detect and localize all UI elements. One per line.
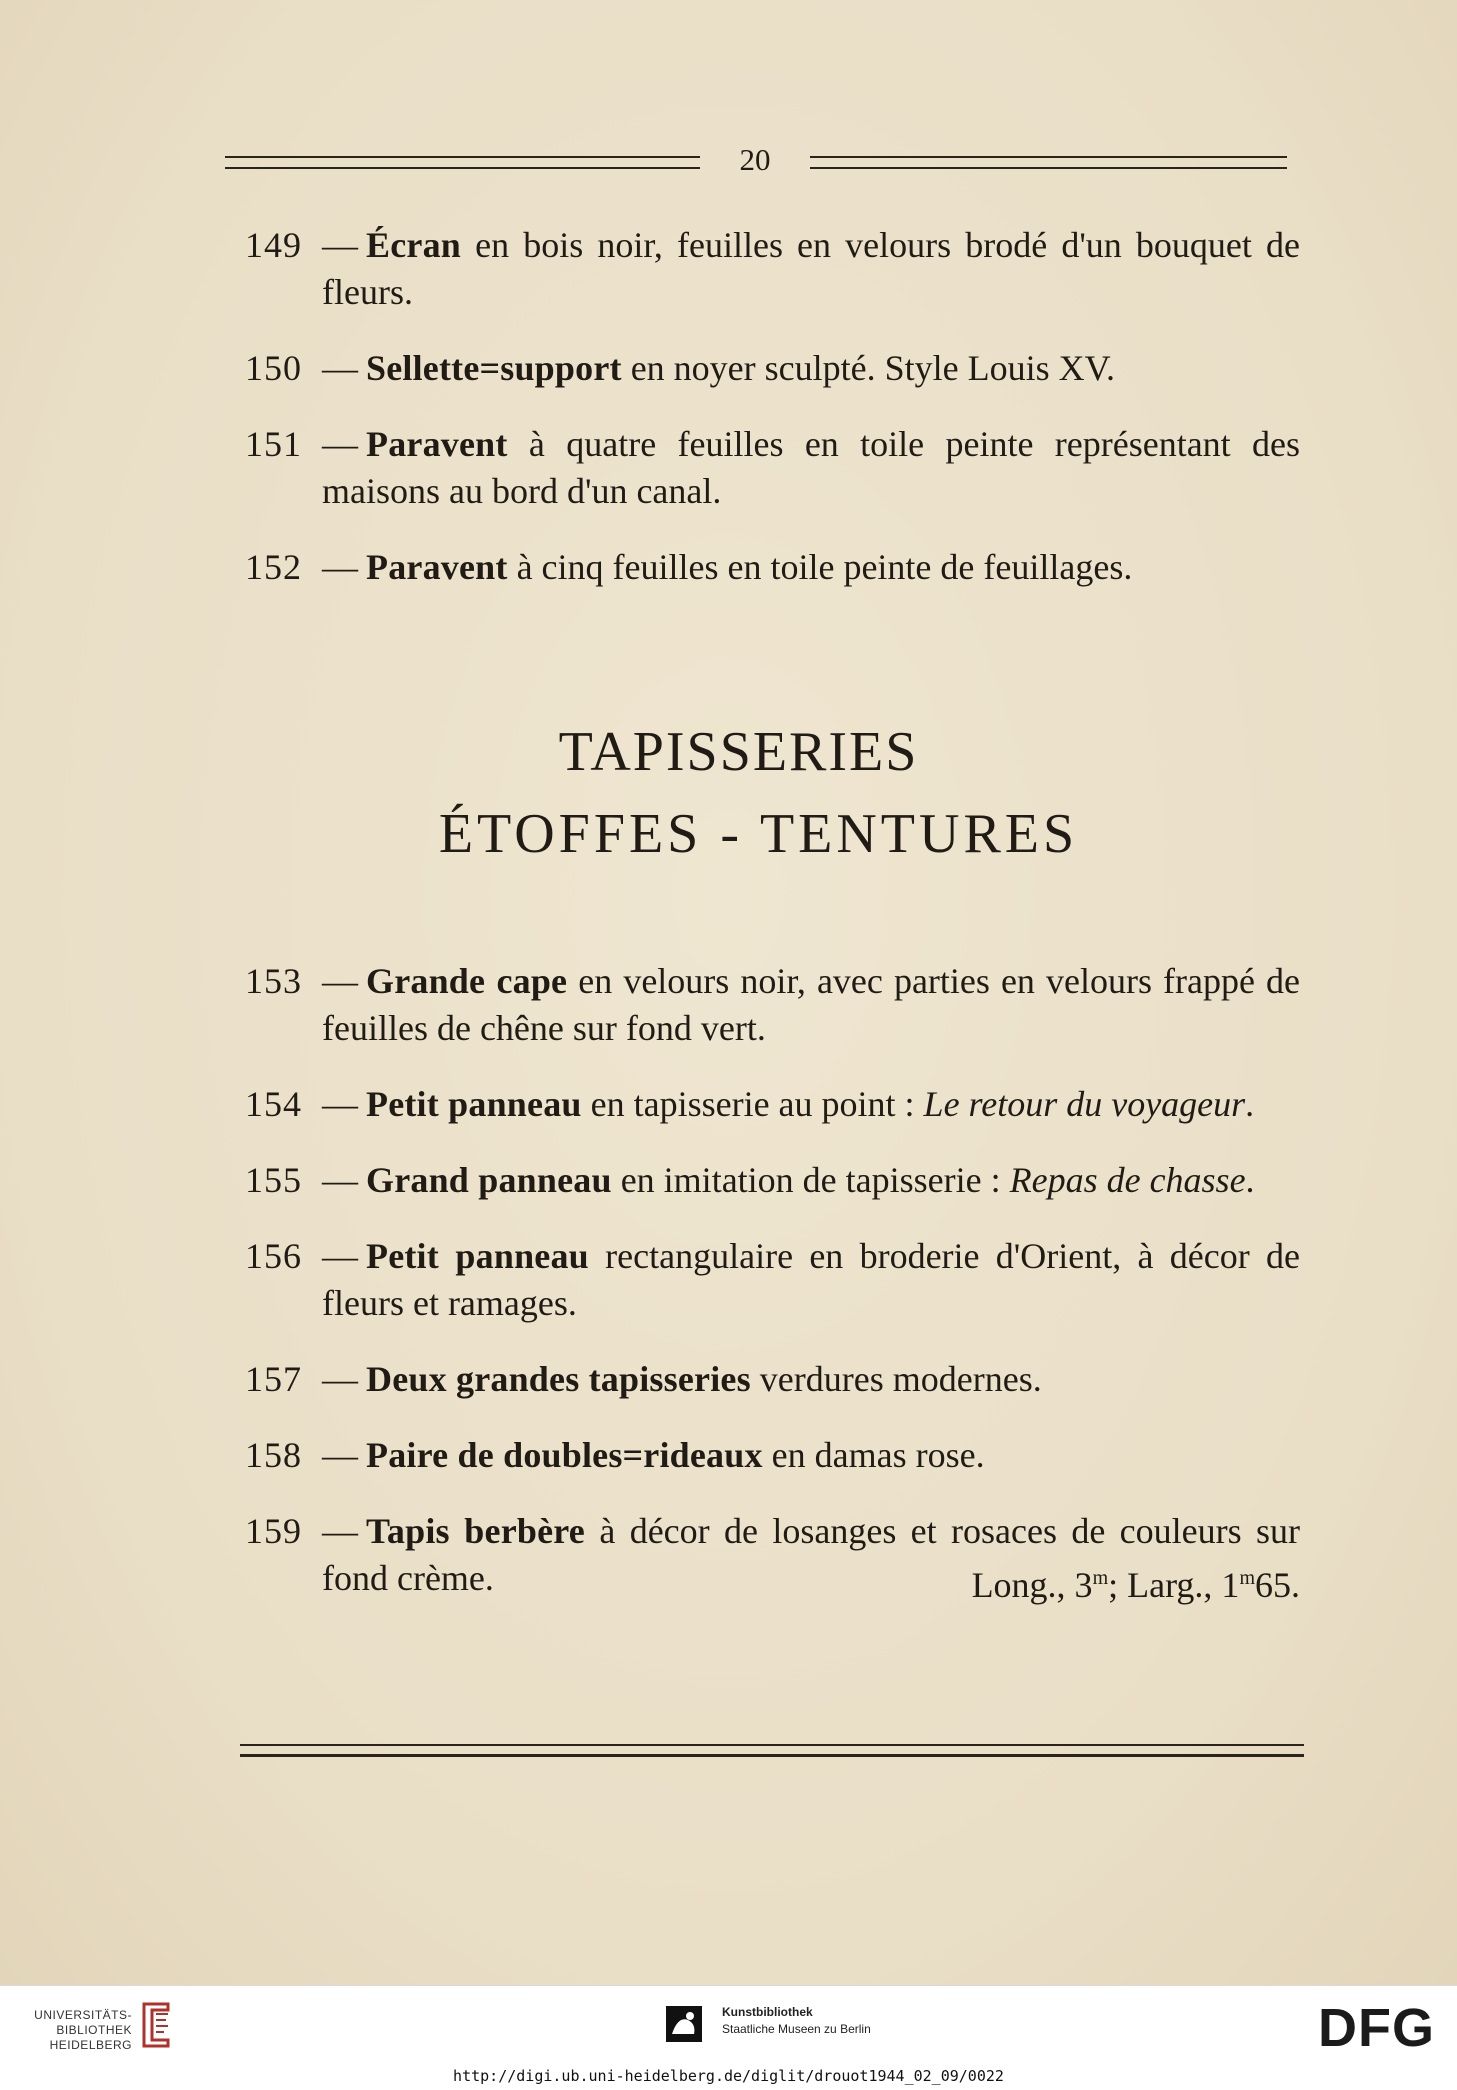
entry-item: Deux grandes tapisseries: [366, 1359, 751, 1399]
entry-description: en tapisserie au point :: [581, 1084, 924, 1124]
catalogue-entry: [245, 1356, 1300, 1403]
dimension-separator: ; Larg., 1: [1108, 1565, 1240, 1605]
university-library-logo-icon: [138, 2000, 174, 2050]
entry-dash: —: [322, 1511, 358, 1551]
entry-title-italic: Le retour du voyageur: [923, 1084, 1246, 1124]
entry-description: à quatre feuilles en toile peinte représentant des maisons au bord d'un canal.: [322, 424, 1300, 511]
entry-description: à décor de losanges et rosaces de couleurs sur fond crème.: [322, 1511, 1300, 1598]
entry-dash: —: [322, 348, 358, 388]
entry-item: Petit panneau: [366, 1084, 582, 1124]
section-heading: [0, 712, 1457, 876]
entry-description: en damas rose.: [762, 1435, 985, 1475]
entry-description: à cinq feuilles en toile peinte de feuillages.: [507, 547, 1133, 587]
kunstbibliothek-name: [722, 2004, 871, 2038]
catalogue-entry: [245, 1432, 1300, 1479]
entry-item: Sellette=support: [366, 348, 622, 388]
dimension-larg: 65.: [1255, 1565, 1300, 1605]
catalogue-entry: [245, 1508, 1300, 1609]
entry-description: rectangulaire en broderie d'Orient, à décor de fleurs et ramages.: [322, 1236, 1300, 1323]
entry-list-furniture: [245, 222, 1300, 620]
dimension-long-unit: m: [1092, 1567, 1109, 1589]
catalogue-entry: [245, 958, 1300, 1052]
entry-dash: —: [322, 1435, 358, 1475]
entry-number: 155: [245, 1160, 302, 1200]
section-heading-line-1: TAPISSERIES: [558, 721, 919, 783]
entry-dash: —: [322, 961, 358, 1001]
catalogue-entry: [245, 1081, 1300, 1128]
entry-description: en imitation de tapisserie :: [611, 1160, 1010, 1200]
university-library-name: [22, 2008, 132, 2053]
entry-item: Petit panneau: [366, 1236, 589, 1276]
entry-number: 150: [245, 348, 302, 388]
kb-name: Kunstbibliothek: [722, 2005, 813, 2019]
entry-number: 149: [245, 225, 302, 265]
catalogue-entry: [245, 1233, 1300, 1327]
entry-description: en noyer sculpté. Style Louis XV.: [621, 348, 1115, 388]
entry-dimensions: [972, 1555, 1300, 1609]
entry-description: en bois noir, feuilles en velours brodé d'un bouquet de fleurs.: [322, 225, 1300, 312]
entry-number: 151: [245, 424, 302, 464]
entry-number: 158: [245, 1435, 302, 1475]
entry-number: 159: [245, 1511, 302, 1551]
entry-dash: —: [322, 424, 358, 464]
entry-number: 157: [245, 1359, 302, 1399]
dfg-logo: DFG: [1318, 1998, 1435, 2058]
entry-dash: —: [322, 547, 358, 587]
dimension-long: Long., 3: [971, 1565, 1093, 1605]
source-url[interactable]: http://digi.ub.uni-heidelberg.de/diglit/drouot1944_02_09/0022: [453, 2067, 1004, 2085]
page-header: [225, 138, 1287, 182]
entry-number: 153: [245, 961, 302, 1001]
entry-description: verdures modernes.: [750, 1359, 1042, 1399]
header-rule-right: [810, 156, 1287, 169]
entry-item: Grand panneau: [366, 1160, 612, 1200]
entry-number: 156: [245, 1236, 302, 1276]
catalogue-entry: [245, 1157, 1300, 1204]
entry-title-italic: Repas de chasse: [1009, 1160, 1246, 1200]
entry-item: Tapis berbère: [366, 1511, 585, 1551]
entry-item: Grande cape: [366, 961, 568, 1001]
kunstbibliothek-logo-icon: [666, 2006, 702, 2042]
entry-dash: —: [322, 225, 358, 265]
page-number: 20: [739, 142, 771, 177]
catalogue-entry: [245, 544, 1300, 591]
dimension-larg-unit: m: [1239, 1567, 1255, 1589]
uni-line-2: BIBLIOTHEK: [56, 2023, 132, 2037]
header-rule-left: [225, 156, 700, 169]
kb-subtitle: Staatliche Museen zu Berlin: [722, 2022, 871, 2036]
entry-item: Paravent: [366, 424, 508, 464]
entry-item: Paire de doubles=rideaux: [366, 1435, 763, 1475]
entry-dash: —: [322, 1236, 358, 1276]
entry-item: Paravent: [366, 547, 508, 587]
entry-number: 152: [245, 547, 302, 587]
entry-punctuation: .: [1245, 1160, 1255, 1200]
entry-number: 154: [245, 1084, 302, 1124]
uni-line-1: UNIVERSITÄTS-: [34, 2008, 132, 2022]
entry-dash: —: [322, 1359, 358, 1399]
catalogue-entry: [245, 345, 1300, 392]
digitization-footer: [0, 1985, 1457, 2090]
entry-description: en velours noir, avec parties en velours frappé de feuilles de chêne sur fond vert.: [322, 961, 1300, 1048]
uni-line-3: HEIDELBERG: [49, 2038, 132, 2052]
catalogue-entry: [245, 222, 1300, 316]
entry-dash: —: [322, 1160, 358, 1200]
entry-dash: —: [322, 1084, 358, 1124]
entry-punctuation: .: [1245, 1084, 1255, 1124]
entry-list-textiles: [245, 958, 1300, 1638]
entry-item: Écran: [366, 225, 461, 265]
footer-rule: [240, 1744, 1304, 1757]
section-heading-line-2: ÉTOFFES - TENTURES: [438, 803, 1079, 865]
catalogue-entry: [245, 421, 1300, 515]
